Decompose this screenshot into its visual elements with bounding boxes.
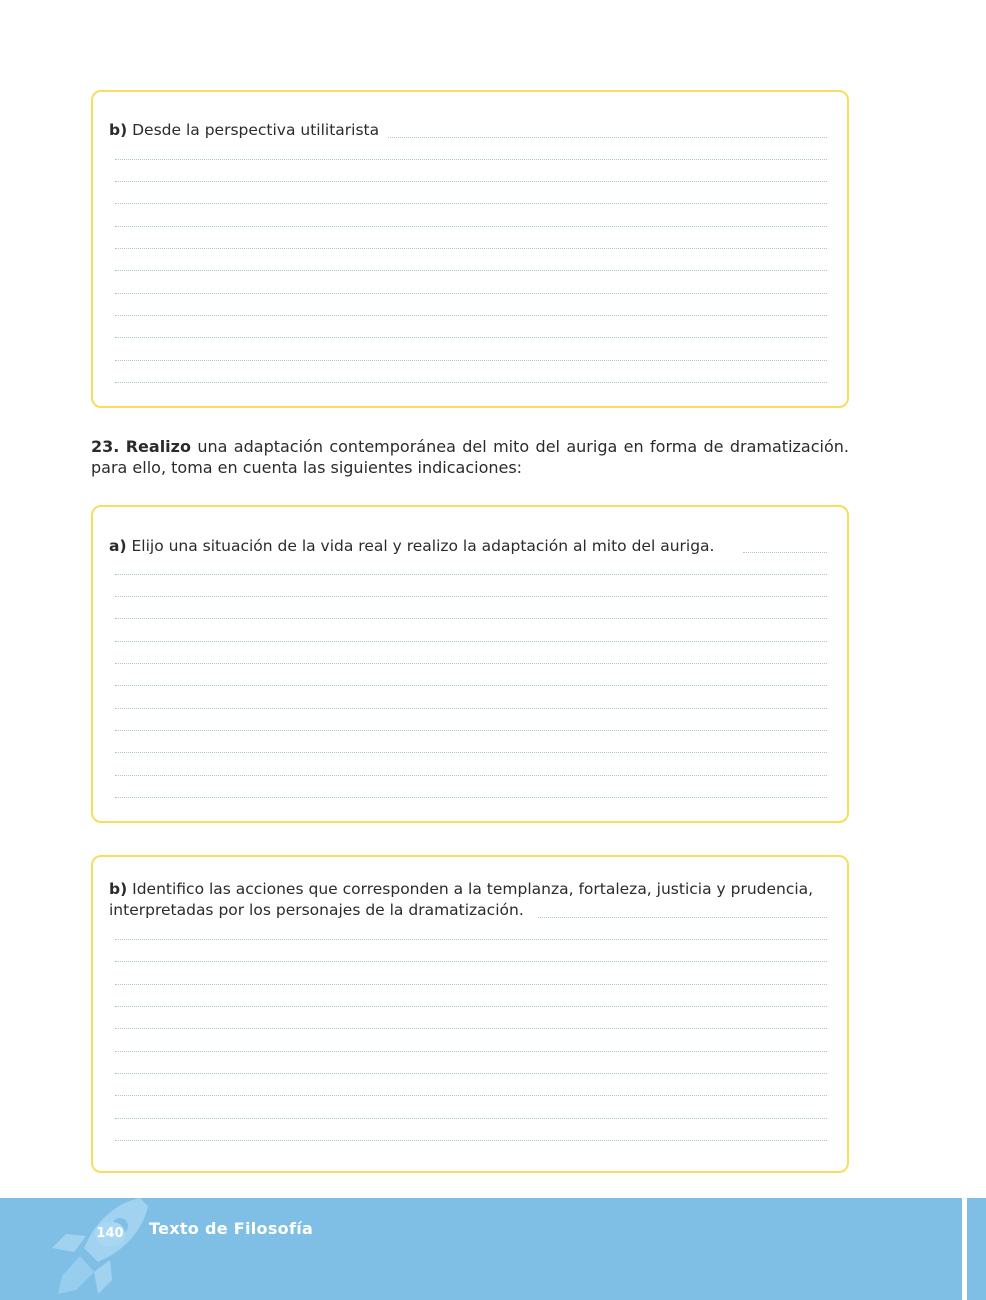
question-text: una adaptación contemporánea del mito del auriga en forma de dramatización. para ello, toma en cuenta las siguientes indicaciones: [91, 437, 849, 477]
answer-line[interactable] [115, 797, 827, 798]
answer-line[interactable] [388, 137, 827, 138]
page-number: 140 [95, 1222, 125, 1246]
answer-line[interactable] [115, 1006, 827, 1007]
answer-line[interactable] [115, 596, 827, 597]
answer-line[interactable] [115, 270, 827, 271]
answer-line[interactable] [115, 203, 827, 204]
answer-line[interactable] [115, 1073, 827, 1074]
answer-line[interactable] [115, 293, 827, 294]
question-number: 23. [91, 437, 120, 456]
prompt-letter: a) [109, 537, 127, 555]
answer-line[interactable] [115, 663, 827, 664]
book-title: Texto de Filosofía [149, 1219, 314, 1238]
answer-line[interactable] [115, 1118, 827, 1119]
rocket-icon [40, 1196, 150, 1300]
answer-line[interactable] [115, 641, 827, 642]
question-verb: Realizo [125, 437, 191, 456]
answer-line[interactable] [115, 618, 827, 619]
answer-line[interactable] [115, 1140, 827, 1141]
answer-line[interactable] [115, 226, 827, 227]
prompt-text: Identifico las acciones que corresponden a la templanza, fortaleza, justicia y prudencia, interpretadas por los personajes de la dramatización. [109, 880, 814, 919]
prompt-text: Elijo una situación de la vida real y realizo la adaptación al mito del auriga. [131, 537, 715, 555]
answer-box-a [91, 505, 849, 823]
prompt-b-virtues [109, 879, 827, 921]
answer-line[interactable] [115, 382, 827, 383]
answer-line[interactable] [115, 248, 827, 249]
answer-line[interactable] [115, 574, 827, 575]
answer-line[interactable] [115, 181, 827, 182]
answer-box-b-utilitarian [91, 90, 849, 408]
prompt-text: Desde la perspectiva utilitarista [132, 121, 380, 139]
answer-line[interactable] [115, 685, 827, 686]
answer-line[interactable] [743, 552, 827, 553]
answer-line[interactable] [115, 1028, 827, 1029]
answer-line[interactable] [115, 752, 827, 753]
answer-line[interactable] [115, 315, 827, 316]
answer-line[interactable] [115, 360, 827, 361]
prompt-letter: b) [109, 880, 128, 898]
prompt-a [109, 536, 827, 557]
answer-line[interactable] [115, 337, 827, 338]
prompt-letter: b) [109, 121, 128, 139]
footer-edge-tab [964, 1198, 986, 1300]
answer-line[interactable] [115, 159, 827, 160]
answer-line[interactable] [538, 917, 827, 918]
answer-line[interactable] [115, 939, 827, 940]
answer-line[interactable] [115, 775, 827, 776]
answer-line[interactable] [115, 961, 827, 962]
answer-line[interactable] [115, 708, 827, 709]
answer-line[interactable] [115, 984, 827, 985]
answer-line[interactable] [115, 1051, 827, 1052]
answer-line[interactable] [115, 730, 827, 731]
question-23 [91, 436, 849, 478]
answer-line[interactable] [115, 1095, 827, 1096]
answer-box-b-virtues [91, 855, 849, 1173]
